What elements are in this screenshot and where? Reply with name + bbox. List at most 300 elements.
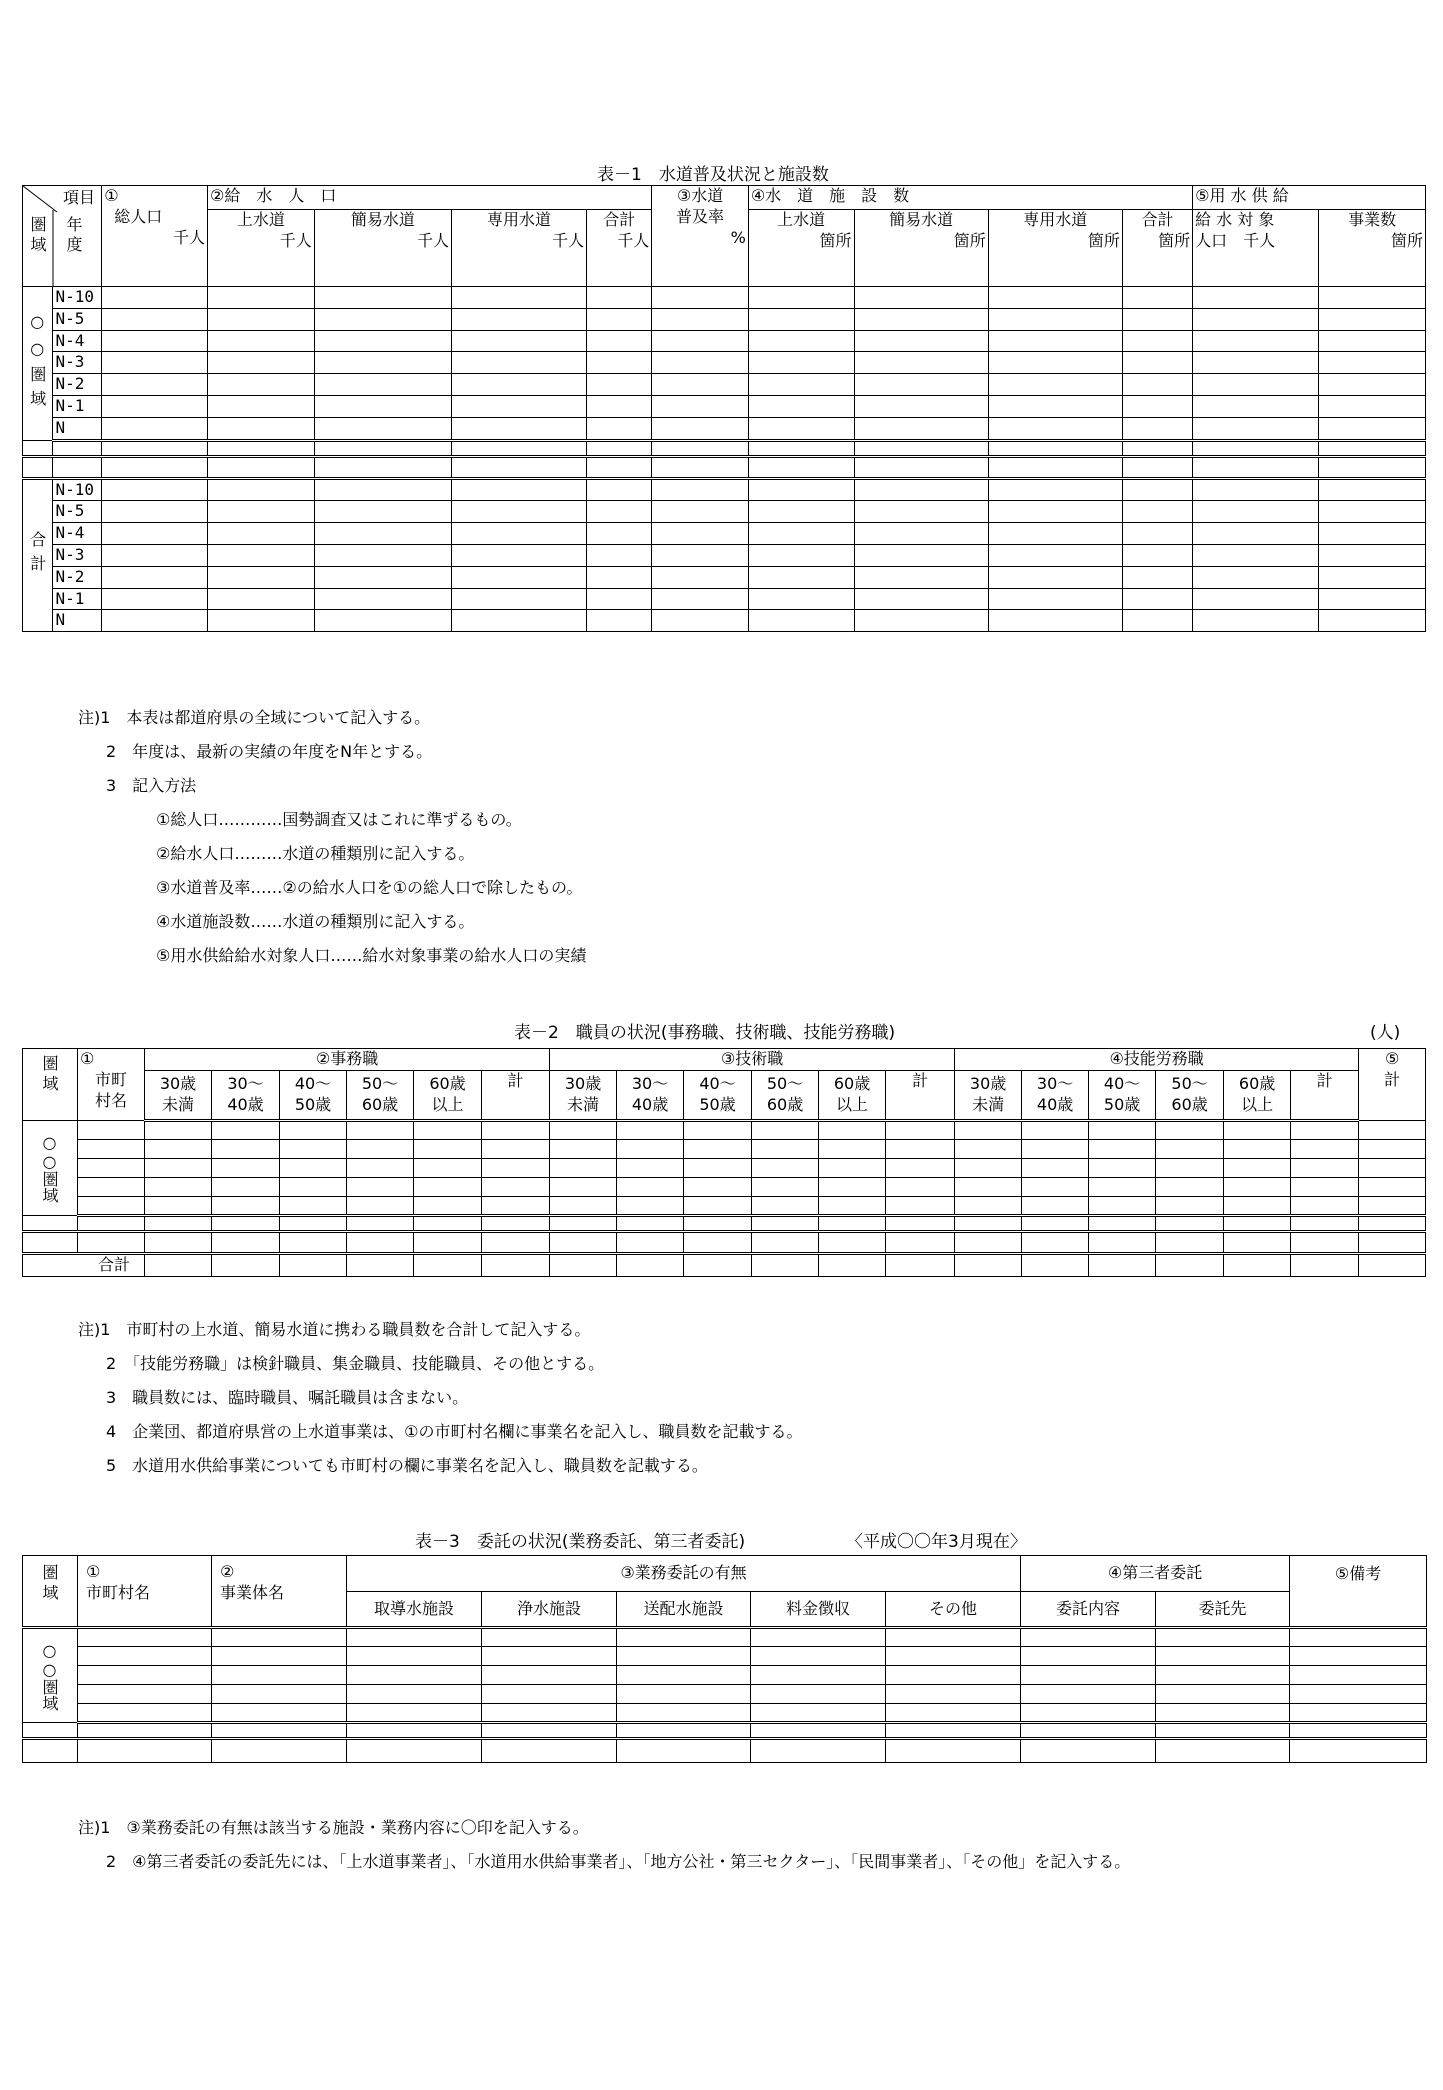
- data-cell[interactable]: [212, 1254, 280, 1277]
- data-cell[interactable]: [78, 1159, 145, 1178]
- data-cell[interactable]: [587, 544, 652, 566]
- data-cell[interactable]: [207, 501, 314, 523]
- data-cell[interactable]: [748, 287, 854, 309]
- data-cell[interactable]: [212, 1159, 280, 1178]
- data-cell[interactable]: [280, 1216, 347, 1232]
- data-cell[interactable]: [587, 440, 652, 456]
- data-cell[interactable]: [414, 1121, 482, 1140]
- data-cell[interactable]: [1359, 1216, 1426, 1232]
- data-cell[interactable]: [1193, 588, 1319, 610]
- data-cell[interactable]: [1021, 1723, 1156, 1739]
- data-cell[interactable]: [102, 374, 208, 396]
- data-cell[interactable]: [1359, 1121, 1426, 1140]
- data-cell[interactable]: [314, 501, 451, 523]
- data-cell[interactable]: [145, 1254, 212, 1277]
- data-cell[interactable]: [1122, 374, 1192, 396]
- data-cell[interactable]: [955, 1232, 1022, 1254]
- data-cell[interactable]: [482, 1647, 617, 1666]
- data-cell[interactable]: [854, 330, 988, 352]
- data-cell[interactable]: [1122, 523, 1192, 545]
- data-cell[interactable]: [207, 566, 314, 588]
- data-cell[interactable]: [886, 1628, 1021, 1647]
- data-cell[interactable]: [1022, 1140, 1089, 1159]
- data-cell[interactable]: [1319, 395, 1426, 417]
- data-cell[interactable]: [988, 440, 1122, 456]
- data-cell[interactable]: [347, 1140, 414, 1159]
- data-cell[interactable]: [652, 308, 749, 330]
- data-cell[interactable]: [1122, 588, 1192, 610]
- data-cell[interactable]: [854, 478, 988, 501]
- data-cell[interactable]: [988, 523, 1122, 545]
- data-cell[interactable]: [550, 1232, 617, 1254]
- data-cell[interactable]: [1156, 1216, 1224, 1232]
- data-cell[interactable]: [1156, 1232, 1224, 1254]
- data-cell[interactable]: [1122, 478, 1192, 501]
- data-cell[interactable]: [1122, 417, 1192, 440]
- data-cell[interactable]: [102, 588, 208, 610]
- data-cell[interactable]: [451, 566, 586, 588]
- data-cell[interactable]: [212, 1739, 347, 1763]
- data-cell[interactable]: [482, 1628, 617, 1647]
- data-cell[interactable]: [1156, 1159, 1224, 1178]
- data-cell[interactable]: [819, 1232, 886, 1254]
- data-cell[interactable]: [587, 501, 652, 523]
- data-cell[interactable]: [451, 610, 586, 632]
- data-cell[interactable]: [212, 1723, 347, 1739]
- data-cell[interactable]: [550, 1254, 617, 1277]
- data-cell[interactable]: [451, 308, 586, 330]
- data-cell[interactable]: [1089, 1254, 1156, 1277]
- data-cell[interactable]: [652, 588, 749, 610]
- data-cell[interactable]: [1193, 395, 1319, 417]
- data-cell[interactable]: [314, 308, 451, 330]
- data-cell[interactable]: [886, 1197, 955, 1216]
- data-cell[interactable]: [550, 1159, 617, 1178]
- data-cell[interactable]: [482, 1685, 617, 1704]
- data-cell[interactable]: [751, 1739, 886, 1763]
- data-cell[interactable]: [955, 1178, 1022, 1197]
- data-cell[interactable]: [451, 588, 586, 610]
- data-cell[interactable]: [587, 588, 652, 610]
- data-cell[interactable]: [1122, 330, 1192, 352]
- data-cell[interactable]: [78, 1216, 145, 1232]
- data-cell[interactable]: [988, 588, 1122, 610]
- data-cell[interactable]: [1156, 1704, 1290, 1723]
- data-cell[interactable]: [102, 523, 208, 545]
- data-cell[interactable]: [1156, 1140, 1224, 1159]
- data-cell[interactable]: [102, 566, 208, 588]
- data-cell[interactable]: [145, 1121, 212, 1140]
- data-cell[interactable]: [1193, 330, 1319, 352]
- data-cell[interactable]: [451, 417, 586, 440]
- data-cell[interactable]: [617, 1704, 751, 1723]
- data-cell[interactable]: [1156, 1121, 1224, 1140]
- data-cell[interactable]: [886, 1704, 1021, 1723]
- data-cell[interactable]: [78, 1121, 145, 1140]
- data-cell[interactable]: [1319, 478, 1426, 501]
- data-cell[interactable]: [314, 566, 451, 588]
- data-cell[interactable]: [1122, 544, 1192, 566]
- data-cell[interactable]: [1022, 1178, 1089, 1197]
- data-cell[interactable]: [886, 1216, 955, 1232]
- data-cell[interactable]: [451, 501, 586, 523]
- data-cell[interactable]: [1022, 1232, 1089, 1254]
- data-cell[interactable]: [955, 1140, 1022, 1159]
- data-cell[interactable]: [53, 456, 102, 478]
- data-cell[interactable]: [1193, 308, 1319, 330]
- data-cell[interactable]: [207, 456, 314, 478]
- data-cell[interactable]: [347, 1739, 482, 1763]
- data-cell[interactable]: [617, 1723, 751, 1739]
- data-cell[interactable]: [207, 523, 314, 545]
- data-cell[interactable]: [1291, 1140, 1359, 1159]
- data-cell[interactable]: [819, 1159, 886, 1178]
- data-cell[interactable]: [652, 478, 749, 501]
- data-cell[interactable]: [752, 1140, 819, 1159]
- data-cell[interactable]: [854, 308, 988, 330]
- data-cell[interactable]: [347, 1197, 414, 1216]
- data-cell[interactable]: [482, 1254, 550, 1277]
- data-cell[interactable]: [347, 1254, 414, 1277]
- data-cell[interactable]: [102, 308, 208, 330]
- data-cell[interactable]: [451, 374, 586, 396]
- data-cell[interactable]: [550, 1140, 617, 1159]
- data-cell[interactable]: [752, 1232, 819, 1254]
- data-cell[interactable]: [314, 523, 451, 545]
- data-cell[interactable]: [748, 544, 854, 566]
- data-cell[interactable]: [78, 1140, 145, 1159]
- data-cell[interactable]: [955, 1216, 1022, 1232]
- data-cell[interactable]: [652, 330, 749, 352]
- data-cell[interactable]: [748, 417, 854, 440]
- data-cell[interactable]: [1291, 1197, 1359, 1216]
- data-cell[interactable]: [314, 478, 451, 501]
- data-cell[interactable]: [482, 1739, 617, 1763]
- data-cell[interactable]: [1156, 1178, 1224, 1197]
- data-cell[interactable]: [414, 1178, 482, 1197]
- data-cell[interactable]: [414, 1159, 482, 1178]
- data-cell[interactable]: [314, 610, 451, 632]
- data-cell[interactable]: [988, 352, 1122, 374]
- data-cell[interactable]: [1122, 308, 1192, 330]
- data-cell[interactable]: [748, 440, 854, 456]
- data-cell[interactable]: [145, 1178, 212, 1197]
- data-cell[interactable]: [451, 395, 586, 417]
- data-cell[interactable]: [617, 1121, 684, 1140]
- data-cell[interactable]: [752, 1121, 819, 1140]
- data-cell[interactable]: [955, 1159, 1022, 1178]
- data-cell[interactable]: [854, 523, 988, 545]
- data-cell[interactable]: [347, 1723, 482, 1739]
- data-cell[interactable]: [23, 1216, 78, 1232]
- data-cell[interactable]: [1319, 566, 1426, 588]
- data-cell[interactable]: [1193, 566, 1319, 588]
- data-cell[interactable]: [1319, 501, 1426, 523]
- data-cell[interactable]: [78, 1739, 212, 1763]
- data-cell[interactable]: [1022, 1159, 1089, 1178]
- data-cell[interactable]: [347, 1647, 482, 1666]
- data-cell[interactable]: [314, 352, 451, 374]
- data-cell[interactable]: [819, 1197, 886, 1216]
- data-cell[interactable]: [751, 1666, 886, 1685]
- data-cell[interactable]: [212, 1178, 280, 1197]
- data-cell[interactable]: [617, 1254, 684, 1277]
- data-cell[interactable]: [1224, 1140, 1291, 1159]
- data-cell[interactable]: [1224, 1254, 1291, 1277]
- data-cell[interactable]: [1193, 501, 1319, 523]
- data-cell[interactable]: [1156, 1197, 1224, 1216]
- data-cell[interactable]: [78, 1685, 212, 1704]
- data-cell[interactable]: [212, 1666, 347, 1685]
- data-cell[interactable]: [1290, 1628, 1427, 1647]
- data-cell[interactable]: [1291, 1178, 1359, 1197]
- data-cell[interactable]: [684, 1232, 752, 1254]
- data-cell[interactable]: [748, 352, 854, 374]
- data-cell[interactable]: [752, 1178, 819, 1197]
- data-cell[interactable]: [819, 1140, 886, 1159]
- data-cell[interactable]: [1193, 352, 1319, 374]
- data-cell[interactable]: [1290, 1666, 1427, 1685]
- data-cell[interactable]: [1290, 1685, 1427, 1704]
- data-cell[interactable]: [212, 1685, 347, 1704]
- data-cell[interactable]: [819, 1178, 886, 1197]
- data-cell[interactable]: [347, 1216, 414, 1232]
- data-cell[interactable]: [617, 1739, 751, 1763]
- data-cell[interactable]: [212, 1140, 280, 1159]
- data-cell[interactable]: [988, 610, 1122, 632]
- data-cell[interactable]: [751, 1685, 886, 1704]
- data-cell[interactable]: [1089, 1121, 1156, 1140]
- data-cell[interactable]: [1319, 330, 1426, 352]
- data-cell[interactable]: [751, 1647, 886, 1666]
- data-cell[interactable]: [1291, 1232, 1359, 1254]
- data-cell[interactable]: [347, 1121, 414, 1140]
- data-cell[interactable]: [587, 308, 652, 330]
- data-cell[interactable]: [451, 287, 586, 309]
- data-cell[interactable]: [854, 610, 988, 632]
- data-cell[interactable]: [1319, 456, 1426, 478]
- data-cell[interactable]: [314, 440, 451, 456]
- data-cell[interactable]: [78, 1628, 212, 1647]
- data-cell[interactable]: [414, 1140, 482, 1159]
- data-cell[interactable]: [1089, 1159, 1156, 1178]
- data-cell[interactable]: [1224, 1216, 1291, 1232]
- data-cell[interactable]: [1359, 1197, 1426, 1216]
- data-cell[interactable]: [414, 1216, 482, 1232]
- data-cell[interactable]: [78, 1723, 212, 1739]
- data-cell[interactable]: [1359, 1140, 1426, 1159]
- data-cell[interactable]: [617, 1197, 684, 1216]
- data-cell[interactable]: [280, 1178, 347, 1197]
- data-cell[interactable]: [1021, 1666, 1156, 1685]
- data-cell[interactable]: [819, 1254, 886, 1277]
- data-cell[interactable]: [212, 1647, 347, 1666]
- data-cell[interactable]: [617, 1666, 751, 1685]
- data-cell[interactable]: [684, 1178, 752, 1197]
- data-cell[interactable]: [587, 478, 652, 501]
- data-cell[interactable]: [854, 287, 988, 309]
- data-cell[interactable]: [482, 1197, 550, 1216]
- data-cell[interactable]: [1156, 1254, 1224, 1277]
- data-cell[interactable]: [482, 1704, 617, 1723]
- data-cell[interactable]: [1156, 1739, 1290, 1763]
- data-cell[interactable]: [886, 1178, 955, 1197]
- data-cell[interactable]: [1319, 588, 1426, 610]
- data-cell[interactable]: [1291, 1121, 1359, 1140]
- data-cell[interactable]: [212, 1197, 280, 1216]
- data-cell[interactable]: [1319, 352, 1426, 374]
- data-cell[interactable]: [751, 1628, 886, 1647]
- data-cell[interactable]: [1224, 1197, 1291, 1216]
- data-cell[interactable]: [102, 395, 208, 417]
- data-cell[interactable]: [652, 352, 749, 374]
- data-cell[interactable]: [587, 566, 652, 588]
- data-cell[interactable]: [482, 1232, 550, 1254]
- data-cell[interactable]: [78, 1704, 212, 1723]
- data-cell[interactable]: [819, 1121, 886, 1140]
- data-cell[interactable]: [145, 1216, 212, 1232]
- data-cell[interactable]: [748, 478, 854, 501]
- data-cell[interactable]: [617, 1232, 684, 1254]
- data-cell[interactable]: [314, 287, 451, 309]
- data-cell[interactable]: [145, 1140, 212, 1159]
- data-cell[interactable]: [102, 330, 208, 352]
- data-cell[interactable]: [748, 330, 854, 352]
- data-cell[interactable]: [1319, 417, 1426, 440]
- data-cell[interactable]: [652, 395, 749, 417]
- data-cell[interactable]: [684, 1140, 752, 1159]
- data-cell[interactable]: [1022, 1216, 1089, 1232]
- data-cell[interactable]: [1359, 1178, 1426, 1197]
- data-cell[interactable]: [280, 1121, 347, 1140]
- data-cell[interactable]: [854, 352, 988, 374]
- data-cell[interactable]: [1359, 1159, 1426, 1178]
- data-cell[interactable]: [886, 1140, 955, 1159]
- data-cell[interactable]: [1319, 287, 1426, 309]
- data-cell[interactable]: [988, 417, 1122, 440]
- data-cell[interactable]: [1319, 523, 1426, 545]
- data-cell[interactable]: [280, 1159, 347, 1178]
- data-cell[interactable]: [587, 417, 652, 440]
- data-cell[interactable]: [207, 588, 314, 610]
- data-cell[interactable]: [23, 456, 53, 478]
- data-cell[interactable]: [886, 1159, 955, 1178]
- data-cell[interactable]: [748, 523, 854, 545]
- data-cell[interactable]: [854, 374, 988, 396]
- data-cell[interactable]: [207, 287, 314, 309]
- data-cell[interactable]: [314, 417, 451, 440]
- data-cell[interactable]: [854, 456, 988, 478]
- data-cell[interactable]: [1156, 1723, 1290, 1739]
- data-cell[interactable]: [451, 456, 586, 478]
- data-cell[interactable]: [684, 1121, 752, 1140]
- data-cell[interactable]: [451, 330, 586, 352]
- data-cell[interactable]: [1224, 1178, 1291, 1197]
- data-cell[interactable]: [819, 1216, 886, 1232]
- data-cell[interactable]: [550, 1121, 617, 1140]
- data-cell[interactable]: [1122, 566, 1192, 588]
- data-cell[interactable]: [1021, 1628, 1156, 1647]
- data-cell[interactable]: [988, 566, 1122, 588]
- data-cell[interactable]: [1122, 610, 1192, 632]
- data-cell[interactable]: [1122, 501, 1192, 523]
- data-cell[interactable]: [854, 440, 988, 456]
- data-cell[interactable]: [1193, 287, 1319, 309]
- data-cell[interactable]: [886, 1739, 1021, 1763]
- data-cell[interactable]: [1122, 456, 1192, 478]
- data-cell[interactable]: [1224, 1232, 1291, 1254]
- data-cell[interactable]: [988, 456, 1122, 478]
- data-cell[interactable]: [451, 352, 586, 374]
- data-cell[interactable]: [23, 440, 53, 456]
- data-cell[interactable]: [1089, 1216, 1156, 1232]
- data-cell[interactable]: [1193, 544, 1319, 566]
- data-cell[interactable]: [752, 1197, 819, 1216]
- data-cell[interactable]: [1290, 1647, 1427, 1666]
- data-cell[interactable]: [684, 1197, 752, 1216]
- data-cell[interactable]: [1193, 374, 1319, 396]
- data-cell[interactable]: [1290, 1723, 1427, 1739]
- data-cell[interactable]: [652, 544, 749, 566]
- data-cell[interactable]: [102, 352, 208, 374]
- data-cell[interactable]: [988, 308, 1122, 330]
- data-cell[interactable]: [1156, 1685, 1290, 1704]
- data-cell[interactable]: [212, 1216, 280, 1232]
- data-cell[interactable]: [347, 1685, 482, 1704]
- data-cell[interactable]: [314, 544, 451, 566]
- data-cell[interactable]: [587, 395, 652, 417]
- data-cell[interactable]: [854, 501, 988, 523]
- data-cell[interactable]: [314, 374, 451, 396]
- data-cell[interactable]: [550, 1216, 617, 1232]
- data-cell[interactable]: [212, 1628, 347, 1647]
- data-cell[interactable]: [347, 1628, 482, 1647]
- data-cell[interactable]: [652, 374, 749, 396]
- data-cell[interactable]: [1089, 1140, 1156, 1159]
- data-cell[interactable]: [78, 1197, 145, 1216]
- data-cell[interactable]: [752, 1216, 819, 1232]
- data-cell[interactable]: [854, 417, 988, 440]
- data-cell[interactable]: [752, 1254, 819, 1277]
- data-cell[interactable]: [207, 417, 314, 440]
- data-cell[interactable]: [886, 1666, 1021, 1685]
- data-cell[interactable]: [207, 544, 314, 566]
- data-cell[interactable]: [988, 478, 1122, 501]
- data-cell[interactable]: [482, 1666, 617, 1685]
- data-cell[interactable]: [207, 478, 314, 501]
- data-cell[interactable]: [617, 1628, 751, 1647]
- data-cell[interactable]: [23, 1723, 78, 1739]
- data-cell[interactable]: [280, 1254, 347, 1277]
- data-cell[interactable]: [78, 1178, 145, 1197]
- data-cell[interactable]: [1290, 1704, 1427, 1723]
- data-cell[interactable]: [1291, 1159, 1359, 1178]
- data-cell[interactable]: [1319, 610, 1426, 632]
- data-cell[interactable]: [1089, 1197, 1156, 1216]
- data-cell[interactable]: [751, 1723, 886, 1739]
- data-cell[interactable]: [347, 1178, 414, 1197]
- data-cell[interactable]: [652, 287, 749, 309]
- data-cell[interactable]: [1156, 1628, 1290, 1647]
- data-cell[interactable]: [617, 1685, 751, 1704]
- data-cell[interactable]: [1319, 308, 1426, 330]
- data-cell[interactable]: [550, 1197, 617, 1216]
- data-cell[interactable]: [347, 1666, 482, 1685]
- data-cell[interactable]: [314, 588, 451, 610]
- data-cell[interactable]: [1224, 1121, 1291, 1140]
- data-cell[interactable]: [207, 395, 314, 417]
- data-cell[interactable]: [451, 523, 586, 545]
